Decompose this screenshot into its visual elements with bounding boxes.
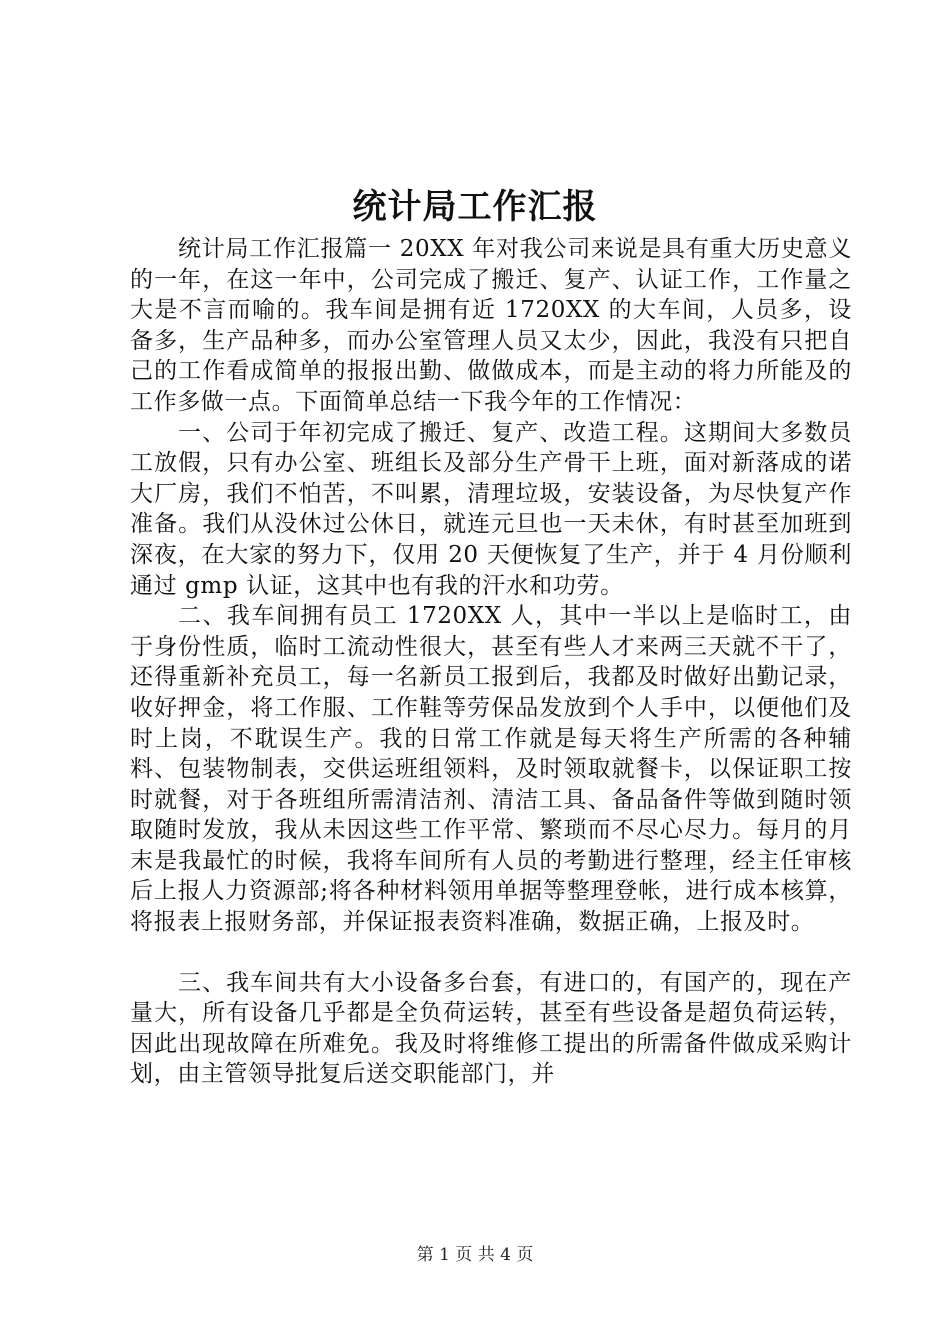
page-number-footer: 第 1 页 共 4 页 — [416, 1245, 534, 1265]
paragraph-section-3: 三、我车间共有大小设备多台套，有进口的，有国产的，现在产量大，所有设备几乎都是全负荷运转，甚至有些设备是超负荷运转，因此出现故障在所难免。我及时将维修工提出的所需备件做成采购计划，由主管领导批复后送交职能部门，并 — [130, 969, 852, 1088]
document-body — [130, 234, 852, 1090]
paragraph-section-2: 二、我车间拥有员工 1720XX 人，其中一半以上是临时工，由于身份性质，临时工流动性很大，甚至有些人才来两三天就不干了，还得重新补充员工，每一名新员工报到后，我都及时做好出勤记录，收好押金，将工作服、工作鞋等劳保品发放到个人手中，以便他们及时上岗，不耽误生产。我的日常工作就是每天将生产所需的各种辅料、包装物制表，交供运班组领料，及时领取就餐卡，以保证职工按时就餐，对于各班组所需清洁剂、清洁工具、备品备件等做到随时领取随时发放，我从未因这些工作平常、繁琐而不尽心尽力。每月的月末是我最忙的时候，我将车间所有人员的考勤进行整理，经主任审核后上报人力资源部;将各种材料领用单据等整理登帐，进行成本核算，将报表上报财务部，并保证报表资料准确，数据正确，上报及时。 — [130, 603, 852, 936]
paragraph-intro: 统计局工作汇报篇一 20XX 年对我公司来说是具有重大历史意义的一年，在这一年中，公司完成了搬迁、复产、认证工作，工作量之大是不言而喻的。我车间是拥有近 1720XX 的大车间，人员多，设备多，生产品种多，而办公室管理人员又太少，因此，我没有只把自己的工作看成简单的报报出勤、做做成本，而是主动的将力所能及的工作多做一点。下面简单总结一下我今年的工作情况： — [130, 236, 852, 415]
document-title: 统计局工作汇报 — [352, 187, 598, 227]
paragraph-section-1: 一、公司于年初完成了搬迁、复产、改造工程。这期间大多数员工放假，只有办公室、班组长及部分生产骨干上班，面对新落成的诺大厂房，我们不怕苦，不叫累，清理垃圾，安装设备，为尽快复产作准备。我们从没休过公休日，就连元旦也一天未休，有时甚至加班到深夜，在大家的努力下，仅用 20 天便恢复了生产，并于 4 月份顺利通过 gmp 认证，这其中也有我的汗水和功劳。 — [130, 419, 852, 599]
